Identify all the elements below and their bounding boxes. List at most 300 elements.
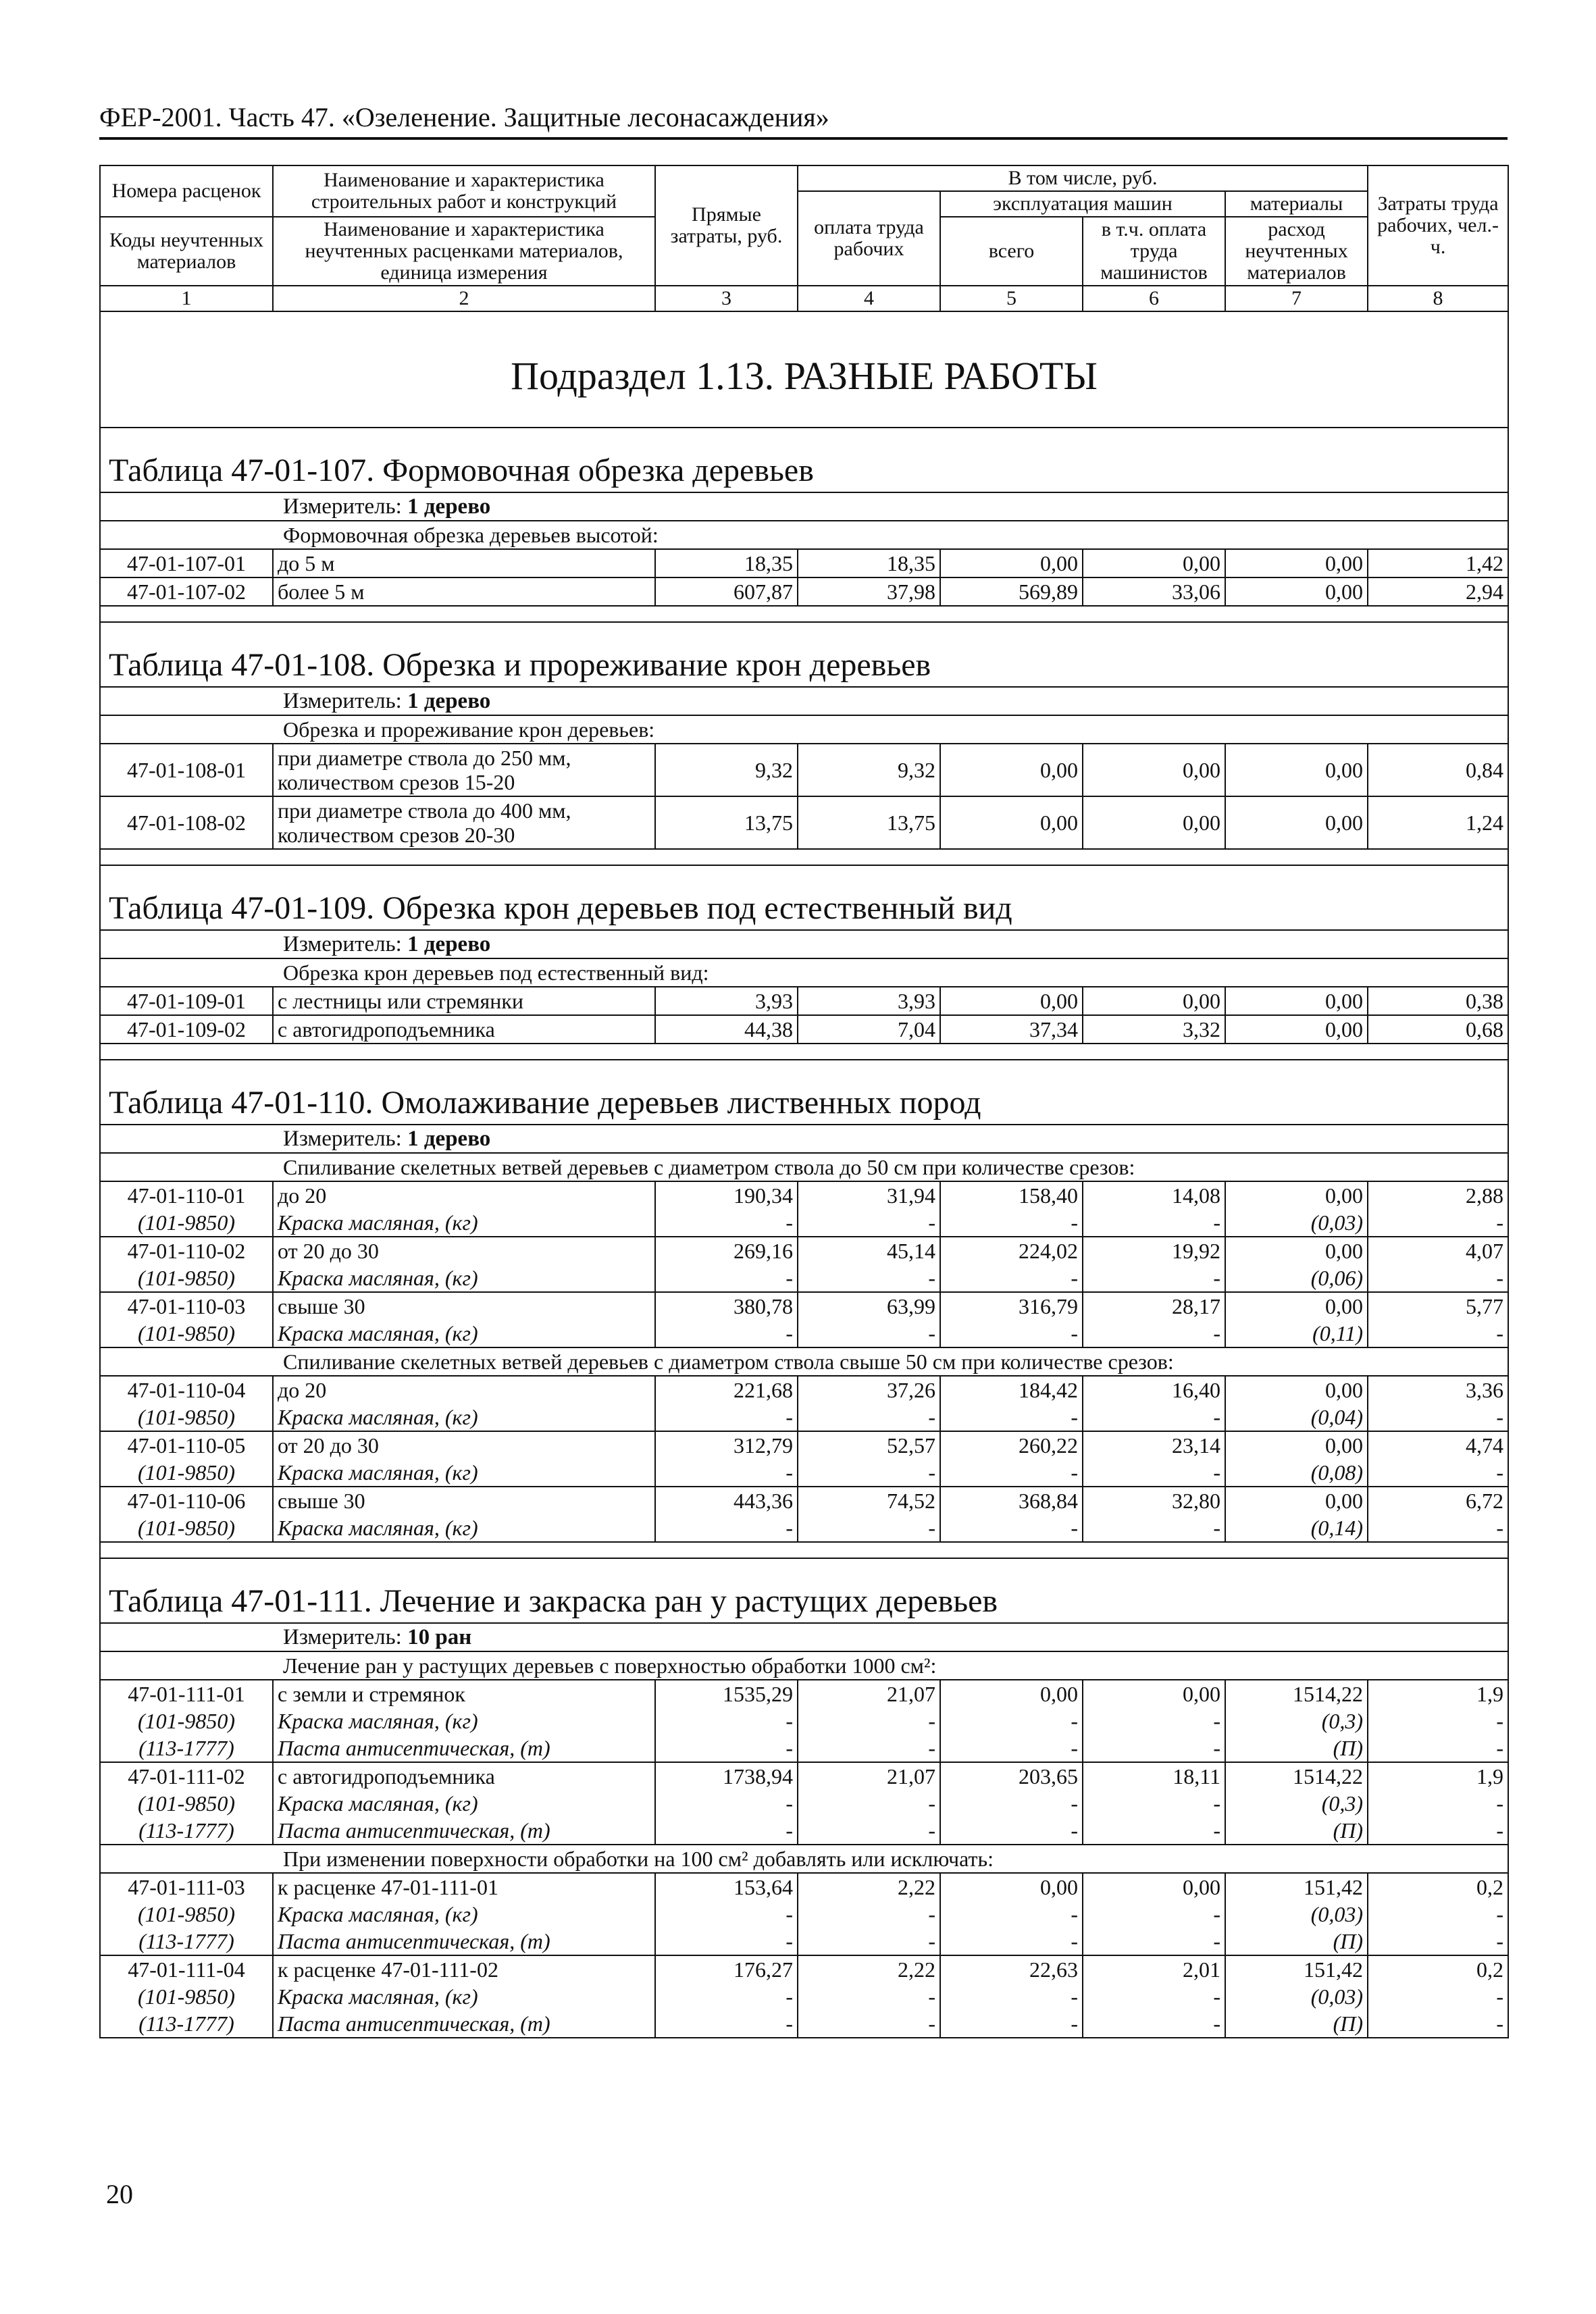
rate-code: 47-01-111-04	[100, 1955, 273, 1983]
table-gap-cell	[100, 849, 1508, 865]
value-c7: 0,00	[1225, 549, 1368, 577]
meter-row	[100, 1623, 1508, 1651]
material-name: Краска масляная, (кг)	[273, 1459, 655, 1487]
material-c4: -	[798, 2010, 940, 2038]
value-c5: 0,00	[940, 796, 1083, 849]
material-c3: -	[655, 1734, 798, 1762]
material-c8: -	[1368, 1817, 1508, 1845]
group-title: Спиливание скелетных ветвей деревьев с диаметром ствола свыше 50 см при количестве срезов:	[100, 1347, 1508, 1376]
material-c4: -	[798, 1928, 940, 1955]
value-c5: 368,84	[940, 1487, 1083, 1514]
material-c6: -	[1083, 1404, 1225, 1431]
material-code: (101-9850)	[100, 1707, 273, 1734]
material-name: Краска масляная, (кг)	[273, 1264, 655, 1292]
incl-header: В том числе, руб.	[798, 165, 1368, 191]
rate-name: с автогидроподъемника	[273, 1762, 655, 1790]
material-row	[100, 1790, 1508, 1817]
material-c6: -	[1083, 2010, 1225, 2038]
material-c5: -	[940, 1901, 1083, 1928]
value-c6: 0,00	[1083, 744, 1225, 796]
value-c7: 0,00	[1225, 577, 1368, 606]
value-c8: 4,74	[1368, 1431, 1508, 1459]
material-c5: -	[940, 1320, 1083, 1347]
material-code: (101-9850)	[100, 1901, 273, 1928]
meter-row	[100, 1125, 1508, 1153]
table-row	[100, 1873, 1508, 1901]
value-c6: 0,00	[1083, 796, 1225, 849]
rate-name: до 5 м	[273, 549, 655, 577]
material-c7: (0,06)	[1225, 1264, 1368, 1292]
rate-name: более 5 м	[273, 577, 655, 606]
value-c4: 21,07	[798, 1680, 940, 1707]
value-c4: 52,57	[798, 1431, 940, 1459]
meter-label: Измеритель:	[283, 494, 402, 519]
table-title: Таблица 47-01-109. Обрезка крон деревьев под естественный вид	[100, 865, 1508, 930]
value-c8: 1,9	[1368, 1762, 1508, 1790]
value-c5: 224,02	[940, 1237, 1083, 1264]
value-c4: 9,32	[798, 744, 940, 796]
meter-label: Измеритель:	[283, 1127, 402, 1151]
material-c3: -	[655, 1264, 798, 1292]
value-c6: 28,17	[1083, 1292, 1225, 1320]
col4-header: оплата труда рабочих	[798, 191, 940, 286]
value-c8: 4,07	[1368, 1237, 1508, 1264]
meter-row	[100, 930, 1508, 958]
material-c5: -	[940, 2010, 1083, 2038]
material-c3: -	[655, 1459, 798, 1487]
value-c7: 0,00	[1225, 1237, 1368, 1264]
value-c7: 1514,22	[1225, 1762, 1368, 1790]
value-c7: 1514,22	[1225, 1680, 1368, 1707]
value-c3: 312,79	[655, 1431, 798, 1459]
col2-bottom-header: Наименование и характеристика неучтенных расценками материалов, единица измерения	[273, 217, 655, 286]
material-c6: -	[1083, 1817, 1225, 1845]
material-c7: (П)	[1225, 1734, 1368, 1762]
table-row	[100, 1292, 1508, 1320]
value-c4: 63,99	[798, 1292, 940, 1320]
meter-label: Измеритель:	[283, 689, 402, 713]
material-c6: -	[1083, 1901, 1225, 1928]
value-c3: 269,16	[655, 1237, 798, 1264]
table-title: Таблица 47-01-108. Обрезка и прореживание крон деревьев	[100, 622, 1508, 687]
material-code: (113-1777)	[100, 1734, 273, 1762]
material-row	[100, 1707, 1508, 1734]
table-row	[100, 1181, 1508, 1209]
value-c5: 316,79	[940, 1292, 1083, 1320]
value-c6: 16,40	[1083, 1376, 1225, 1404]
value-c8: 0,38	[1368, 987, 1508, 1015]
material-name: Паста антисептическая, (т)	[273, 2010, 655, 2038]
material-c5: -	[940, 1983, 1083, 2010]
material-name: Краска масляная, (кг)	[273, 1707, 655, 1734]
rate-code: 47-01-108-02	[100, 796, 273, 849]
col6-header: в т.ч. оплата труда машинистов	[1083, 217, 1225, 286]
rate-code: 47-01-110-03	[100, 1292, 273, 1320]
material-c3: -	[655, 1901, 798, 1928]
material-code: (113-1777)	[100, 1817, 273, 1845]
meter-row	[100, 492, 1508, 521]
material-name: Краска масляная, (кг)	[273, 1790, 655, 1817]
rate-code: 47-01-111-02	[100, 1762, 273, 1790]
group-title-row	[100, 1651, 1508, 1680]
meter-row	[100, 687, 1508, 715]
table-row	[100, 1237, 1508, 1264]
rate-code: 47-01-107-01	[100, 549, 273, 577]
subsection-title: Подраздел 1.13. РАЗНЫЕ РАБОТЫ	[100, 311, 1508, 428]
table-row	[100, 1487, 1508, 1514]
col2-top-header: Наименование и характеристика строительных работ и конструкций	[273, 165, 655, 217]
table-row	[100, 1762, 1508, 1790]
material-c4: -	[798, 1707, 940, 1734]
value-c5: 0,00	[940, 744, 1083, 796]
header-rule	[99, 137, 1508, 140]
value-c6: 0,00	[1083, 1873, 1225, 1901]
material-code: (101-9850)	[100, 1514, 273, 1542]
value-c8: 1,42	[1368, 549, 1508, 577]
material-c4: -	[798, 1983, 940, 2010]
table-row	[100, 577, 1508, 606]
meter-value: 10 ран	[407, 1625, 472, 1649]
table-title: Таблица 47-01-110. Омолаживание деревьев лиственных пород	[100, 1060, 1508, 1125]
material-c4: -	[798, 1817, 940, 1845]
material-c7: (0,04)	[1225, 1404, 1368, 1431]
material-c3: -	[655, 1707, 798, 1734]
material-row	[100, 1734, 1508, 1762]
material-c5: -	[940, 1264, 1083, 1292]
value-c7: 0,00	[1225, 1292, 1368, 1320]
material-c5: -	[940, 1514, 1083, 1542]
value-c7: 0,00	[1225, 744, 1368, 796]
material-c8: -	[1368, 1320, 1508, 1347]
value-c8: 1,9	[1368, 1680, 1508, 1707]
table-title-row	[100, 622, 1508, 687]
value-c6: 0,00	[1083, 1680, 1225, 1707]
material-c4: -	[798, 1209, 940, 1237]
value-c3: 1535,29	[655, 1680, 798, 1707]
material-c4: -	[798, 1320, 940, 1347]
rate-name: при диаметре ствола до 250 мм, количеством срезов 15-20	[273, 744, 655, 796]
material-c5: -	[940, 1404, 1083, 1431]
value-c8: 0,84	[1368, 744, 1508, 796]
material-c3: -	[655, 1320, 798, 1347]
meter-value: 1 дерево	[407, 494, 491, 519]
material-row	[100, 1817, 1508, 1845]
rate-code: 47-01-110-02	[100, 1237, 273, 1264]
machines-header: эксплуатация машин	[940, 191, 1225, 217]
material-row	[100, 1928, 1508, 1955]
meter-value: 1 дерево	[407, 1127, 491, 1151]
material-row	[100, 1320, 1508, 1347]
material-c7: (0,03)	[1225, 1901, 1368, 1928]
value-c6: 32,80	[1083, 1487, 1225, 1514]
value-c8: 0,68	[1368, 1015, 1508, 1044]
column-number: 1	[100, 286, 273, 311]
material-c8: -	[1368, 1707, 1508, 1734]
meter-line	[100, 1125, 1508, 1153]
material-code: (113-1777)	[100, 1928, 273, 1955]
material-c3: -	[655, 1514, 798, 1542]
material-name: Краска масляная, (кг)	[273, 1514, 655, 1542]
meter-value: 1 дерево	[407, 932, 491, 956]
value-c7: 0,00	[1225, 1376, 1368, 1404]
table-row	[100, 1955, 1508, 1983]
material-c5: -	[940, 1734, 1083, 1762]
value-c3: 221,68	[655, 1376, 798, 1404]
group-title-row	[100, 521, 1508, 549]
rate-code: 47-01-109-02	[100, 1015, 273, 1044]
material-name: Краска масляная, (кг)	[273, 1404, 655, 1431]
value-c5: 158,40	[940, 1181, 1083, 1209]
material-name: Паста антисептическая, (т)	[273, 1817, 655, 1845]
material-c7: (0,11)	[1225, 1320, 1368, 1347]
value-c6: 0,00	[1083, 549, 1225, 577]
value-c4: 31,94	[798, 1181, 940, 1209]
value-c8: 1,24	[1368, 796, 1508, 849]
material-c8: -	[1368, 2010, 1508, 2038]
material-name: Краска масляная, (кг)	[273, 1983, 655, 2010]
rate-name: от 20 до 30	[273, 1431, 655, 1459]
group-title-row	[100, 1153, 1508, 1181]
material-c6: -	[1083, 1983, 1225, 2010]
material-c7: (0,03)	[1225, 1983, 1368, 2010]
value-c3: 443,36	[655, 1487, 798, 1514]
material-c8: -	[1368, 1514, 1508, 1542]
material-c7: (П)	[1225, 2010, 1368, 2038]
value-c3: 1738,94	[655, 1762, 798, 1790]
table-title-row	[100, 865, 1508, 930]
value-c3: 190,34	[655, 1181, 798, 1209]
material-c3: -	[655, 1209, 798, 1237]
material-c7: (0,03)	[1225, 1209, 1368, 1237]
table-title-row	[100, 1060, 1508, 1125]
material-c3: -	[655, 1817, 798, 1845]
material-code: (101-9850)	[100, 1209, 273, 1237]
table-title-row	[100, 1558, 1508, 1623]
material-name: Краска масляная, (кг)	[273, 1320, 655, 1347]
value-c6: 33,06	[1083, 577, 1225, 606]
table-gap-cell	[100, 1044, 1508, 1060]
meter-line	[100, 687, 1508, 715]
rate-code: 47-01-110-06	[100, 1487, 273, 1514]
rate-code: 47-01-107-02	[100, 577, 273, 606]
group-title: Обрезка крон деревьев под естественный вид:	[100, 958, 1508, 987]
material-code: (101-9850)	[100, 1264, 273, 1292]
value-c3: 153,64	[655, 1873, 798, 1901]
material-code: (113-1777)	[100, 2010, 273, 2038]
table-title-row	[100, 428, 1508, 492]
column-number: 6	[1083, 286, 1225, 311]
table-title: Таблица 47-01-107. Формовочная обрезка деревьев	[100, 428, 1508, 492]
meter-line	[100, 1623, 1508, 1651]
material-c3: -	[655, 1404, 798, 1431]
material-row	[100, 1514, 1508, 1542]
material-c6: -	[1083, 1264, 1225, 1292]
col1-bottom-header: Коды неучтенных материалов	[100, 217, 273, 286]
value-c8: 0,2	[1368, 1873, 1508, 1901]
group-title-row	[100, 1347, 1508, 1376]
table-body	[100, 311, 1508, 2038]
rate-name: с лестницы или стремянки	[273, 987, 655, 1015]
value-c4: 2,22	[798, 1955, 940, 1983]
group-title: При изменении поверхности обработки на 100 см² добавлять или исключать:	[100, 1845, 1508, 1873]
rate-code: 47-01-110-04	[100, 1376, 273, 1404]
group-title: Лечение ран у растущих деревьев с поверхностью обработки 1000 см²:	[100, 1651, 1508, 1680]
value-c4: 45,14	[798, 1237, 940, 1264]
value-c5: 0,00	[940, 987, 1083, 1015]
value-c5: 569,89	[940, 577, 1083, 606]
material-c4: -	[798, 1734, 940, 1762]
value-c7: 0,00	[1225, 1431, 1368, 1459]
value-c5: 22,63	[940, 1955, 1083, 1983]
value-c8: 3,36	[1368, 1376, 1508, 1404]
value-c6: 23,14	[1083, 1431, 1225, 1459]
material-c6: -	[1083, 1707, 1225, 1734]
material-c4: -	[798, 1901, 940, 1928]
material-code: (101-9850)	[100, 1459, 273, 1487]
material-name: Паста антисептическая, (т)	[273, 1928, 655, 1955]
material-c6: -	[1083, 1209, 1225, 1237]
value-c4: 18,35	[798, 549, 940, 577]
table-header	[100, 165, 1508, 311]
table-row	[100, 796, 1508, 849]
material-c8: -	[1368, 1734, 1508, 1762]
material-c6: -	[1083, 1734, 1225, 1762]
column-number: 8	[1368, 286, 1508, 311]
material-c8: -	[1368, 1928, 1508, 1955]
rate-name: при диаметре ствола до 400 мм, количеством срезов 20-30	[273, 796, 655, 849]
material-code: (101-9850)	[100, 1983, 273, 2010]
material-code: (101-9850)	[100, 1790, 273, 1817]
material-c8: -	[1368, 1459, 1508, 1487]
table-gap	[100, 1044, 1508, 1060]
value-c7: 0,00	[1225, 1487, 1368, 1514]
value-c7: 0,00	[1225, 1015, 1368, 1044]
material-row	[100, 1404, 1508, 1431]
table-row	[100, 987, 1508, 1015]
value-c6: 18,11	[1083, 1762, 1225, 1790]
value-c5: 0,00	[940, 1680, 1083, 1707]
value-c3: 176,27	[655, 1955, 798, 1983]
material-row	[100, 1209, 1508, 1237]
value-c4: 74,52	[798, 1487, 940, 1514]
material-c6: -	[1083, 1790, 1225, 1817]
value-c3: 607,87	[655, 577, 798, 606]
material-c4: -	[798, 1790, 940, 1817]
value-c3: 44,38	[655, 1015, 798, 1044]
value-c4: 13,75	[798, 796, 940, 849]
rate-name: от 20 до 30	[273, 1237, 655, 1264]
material-c8: -	[1368, 1790, 1508, 1817]
value-c7: 0,00	[1225, 796, 1368, 849]
value-c4: 37,26	[798, 1376, 940, 1404]
value-c3: 3,93	[655, 987, 798, 1015]
price-table	[99, 165, 1509, 2038]
value-c4: 7,04	[798, 1015, 940, 1044]
column-number: 2	[273, 286, 655, 311]
column-number-row	[100, 286, 1508, 311]
material-name: Краска масляная, (кг)	[273, 1901, 655, 1928]
materials-header: материалы	[1225, 191, 1368, 217]
col1-top-header: Номера расценок	[100, 165, 273, 217]
value-c4: 21,07	[798, 1762, 940, 1790]
table-row	[100, 1015, 1508, 1044]
material-c7: (0,3)	[1225, 1790, 1368, 1817]
material-c3: -	[655, 1928, 798, 1955]
value-c4: 2,22	[798, 1873, 940, 1901]
material-c8: -	[1368, 1209, 1508, 1237]
material-c7: (0,14)	[1225, 1514, 1368, 1542]
group-title-row	[100, 958, 1508, 987]
material-c6: -	[1083, 1459, 1225, 1487]
group-title-row	[100, 715, 1508, 744]
group-title: Спиливание скелетных ветвей деревьев с диаметром ствола до 50 см при количестве срезов:	[100, 1153, 1508, 1181]
col3-header: Прямые затраты, руб.	[655, 165, 798, 286]
material-c3: -	[655, 1983, 798, 2010]
value-c3: 380,78	[655, 1292, 798, 1320]
group-title-row	[100, 1845, 1508, 1873]
value-c8: 2,88	[1368, 1181, 1508, 1209]
value-c6: 19,92	[1083, 1237, 1225, 1264]
material-c5: -	[940, 1928, 1083, 1955]
table-row	[100, 1376, 1508, 1404]
page-header: ФЕР-2001. Часть 47. «Озеленение. Защитные лесонасаждения»	[99, 102, 829, 132]
material-c7: (П)	[1225, 1928, 1368, 1955]
value-c6: 0,00	[1083, 987, 1225, 1015]
table-gap-cell	[100, 1542, 1508, 1558]
material-code: (101-9850)	[100, 1320, 273, 1347]
material-c5: -	[940, 1209, 1083, 1237]
value-c3: 9,32	[655, 744, 798, 796]
rate-name: с автогидроподъемника	[273, 1015, 655, 1044]
material-c3: -	[655, 1790, 798, 1817]
rate-name: к расценке 47-01-111-01	[273, 1873, 655, 1901]
rate-code: 47-01-110-05	[100, 1431, 273, 1459]
material-row	[100, 1983, 1508, 2010]
table-gap-cell	[100, 606, 1508, 622]
meter-line	[100, 492, 1508, 521]
material-c7: (П)	[1225, 1817, 1368, 1845]
material-c6: -	[1083, 1320, 1225, 1347]
col7-header: расход неучтенных материалов	[1225, 217, 1368, 286]
group-title: Обрезка и прореживание крон деревьев:	[100, 715, 1508, 744]
material-c4: -	[798, 1514, 940, 1542]
value-c3: 18,35	[655, 549, 798, 577]
rate-name: к расценке 47-01-111-02	[273, 1955, 655, 1983]
col8-header: Затраты труда рабочих, чел.-ч.	[1368, 165, 1508, 286]
table-gap	[100, 606, 1508, 622]
col5-header: всего	[940, 217, 1083, 286]
column-number: 3	[655, 286, 798, 311]
meter-value: 1 дерево	[407, 689, 491, 713]
value-c4: 37,98	[798, 577, 940, 606]
value-c5: 184,42	[940, 1376, 1083, 1404]
rate-name: свыше 30	[273, 1292, 655, 1320]
rate-code: 47-01-111-03	[100, 1873, 273, 1901]
value-c4: 3,93	[798, 987, 940, 1015]
material-row	[100, 1459, 1508, 1487]
rate-code: 47-01-108-01	[100, 744, 273, 796]
value-c5: 37,34	[940, 1015, 1083, 1044]
value-c6: 14,08	[1083, 1181, 1225, 1209]
value-c8: 5,77	[1368, 1292, 1508, 1320]
meter-line	[100, 930, 1508, 958]
value-c7: 151,42	[1225, 1873, 1368, 1901]
rate-code: 47-01-110-01	[100, 1181, 273, 1209]
value-c8: 6,72	[1368, 1487, 1508, 1514]
value-c7: 151,42	[1225, 1955, 1368, 1983]
material-c8: -	[1368, 1404, 1508, 1431]
meter-label: Измеритель:	[283, 1625, 402, 1649]
